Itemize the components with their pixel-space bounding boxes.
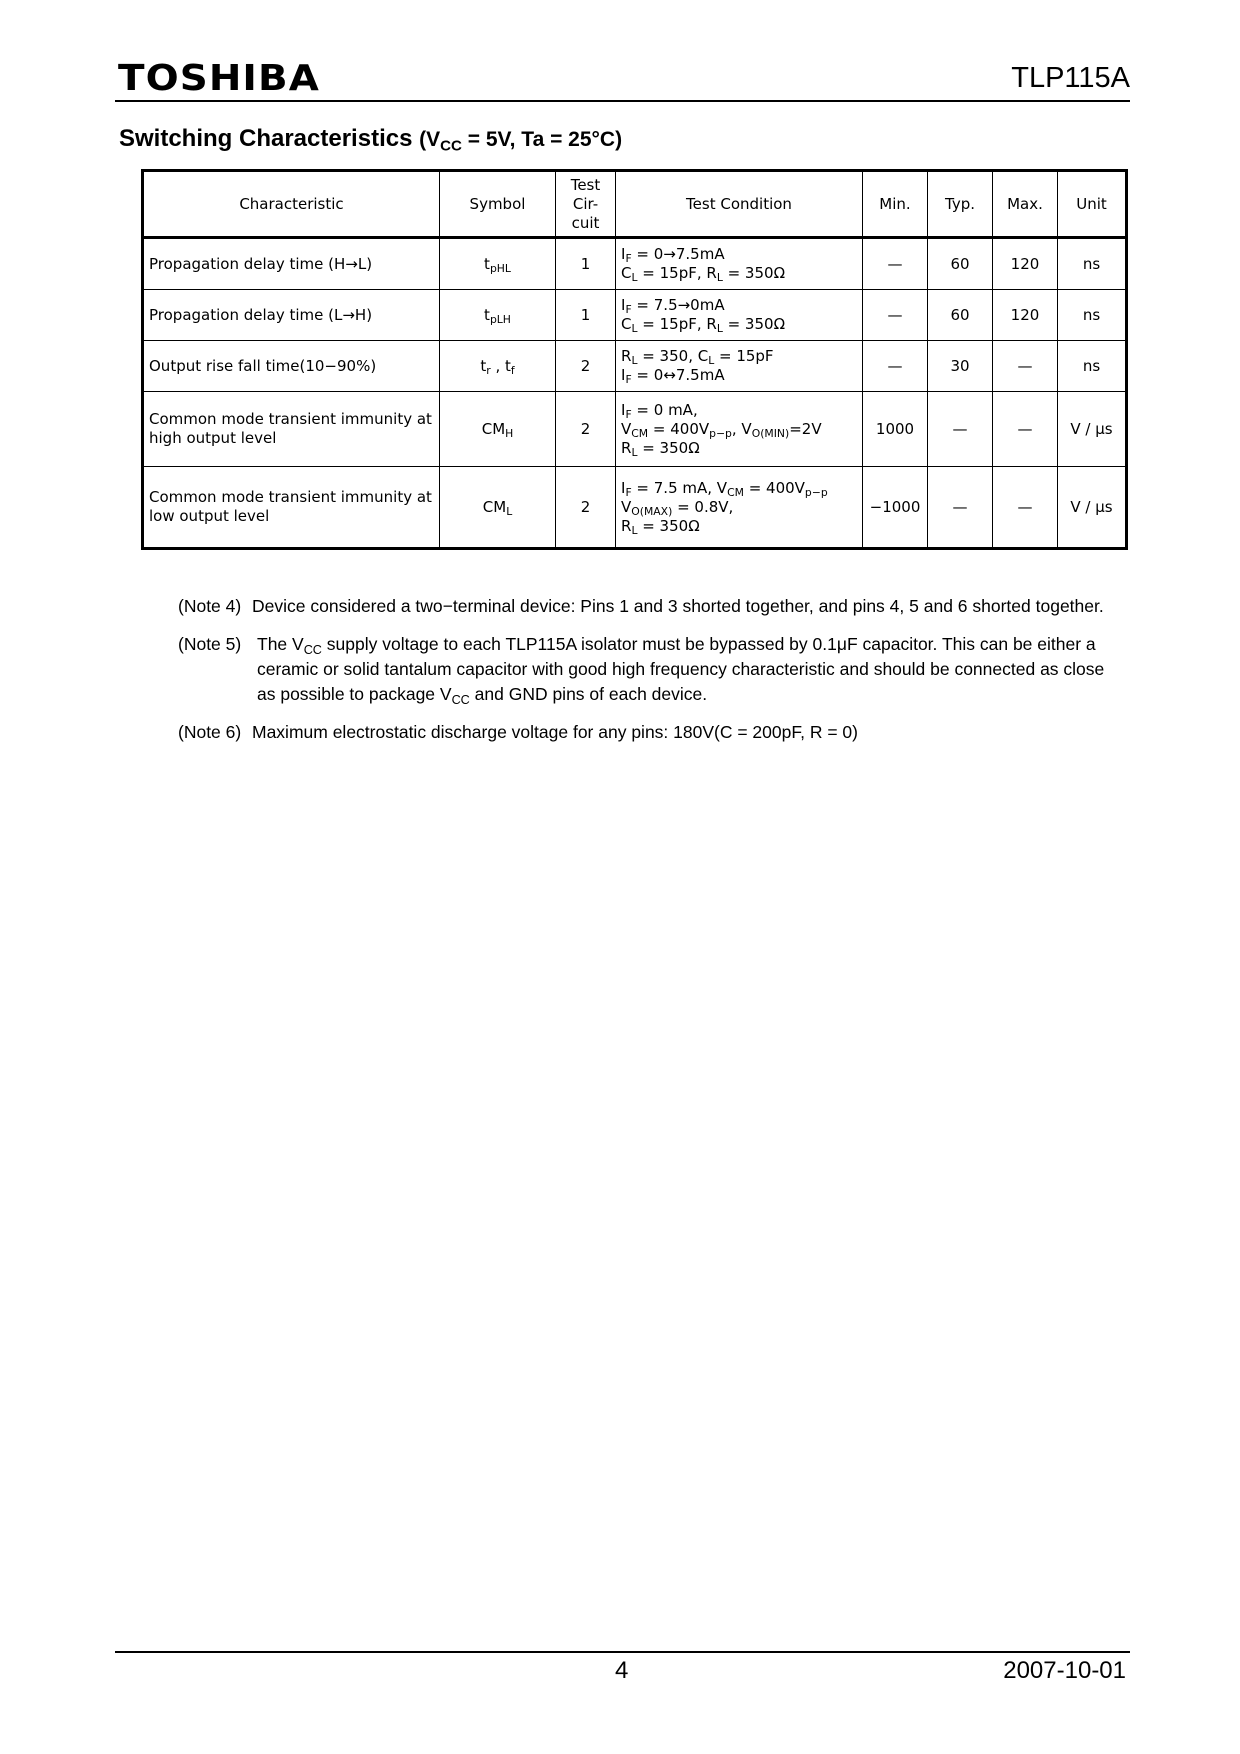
note-text: Maximum electrostatic discharge voltage for any pins: 180V(C = 200pF, R = 0) — [252, 722, 858, 742]
section-title-text: Switching Characteristics — [119, 125, 413, 152]
max-cell: 120 — [993, 238, 1058, 290]
table-row — [143, 341, 1127, 392]
characteristic-cell: Common mode transient immunity at low output level — [143, 467, 440, 549]
circuit-cell: 2 — [556, 467, 616, 549]
max-cell: — — [993, 467, 1058, 549]
typ-cell: 30 — [928, 341, 993, 392]
unit-cell: V / μs — [1058, 392, 1127, 467]
header-divider — [115, 100, 1130, 102]
switching-characteristics-table-wrap — [141, 169, 1125, 550]
circuit-cell: 1 — [556, 238, 616, 290]
note-tag: (Note 6) — [178, 722, 242, 742]
max-cell: 120 — [993, 290, 1058, 341]
typ-cell: 60 — [928, 238, 993, 290]
section-title — [119, 125, 622, 153]
condition-cell: $I_F = 7.5\to 0mA$ $C_L = 15pF$, $R_L = 350\Omega$ — [616, 290, 863, 341]
circuit-cell: 2 — [556, 341, 616, 392]
condition-cell: $I_F = 0$ mA, $V_{CM} = 400V_{p-p}$, $V_{O(MIN)}=2V$ $R_L = 350\Omega$ — [616, 392, 863, 467]
note-text: The $V_{CC}$ supply voltage to each TLP115A isolator must be bypassed by 0.1μF capacitor. This can be either a ceramic or solid tantalum capacitor with good high frequency characteristic and should be connected as close as possible to package $V_{CC}$ and GND pins of each device. — [257, 634, 1105, 707]
header-min: Min. — [863, 171, 928, 238]
condition-cell: $R_L = 350$, $C_L = 15pF$ $I_F$ = 0↔7.5mA — [616, 341, 863, 392]
symbol-cell: $CM_L$ — [440, 467, 556, 549]
symbol-cell: $t_r$ , $t_f$ — [440, 341, 556, 392]
min-cell: 1000 — [863, 392, 928, 467]
symbol-cell: $CM_H$ — [440, 392, 556, 467]
unit-cell: ns — [1058, 341, 1127, 392]
unit-cell: V / μs — [1058, 467, 1127, 549]
characteristic-cell: Propagation delay time (L→H) — [143, 290, 440, 341]
max-cell: — — [993, 392, 1058, 467]
page-number: 4 — [615, 1657, 629, 1684]
note-4 — [178, 594, 1108, 619]
characteristic-cell: Output rise fall time(10−90%) — [143, 341, 440, 392]
note-5 — [178, 632, 1108, 707]
table-row — [143, 467, 1127, 549]
circuit-cell: 2 — [556, 392, 616, 467]
header-characteristic: Characteristic — [143, 171, 440, 238]
min-cell: — — [863, 290, 928, 341]
symbol-cell: $t_{pLH}$ — [440, 290, 556, 341]
unit-cell: ns — [1058, 238, 1127, 290]
note-6 — [178, 720, 1108, 745]
condition-cell: $I_F = 0\to 7.5mA$ $C_L = 15pF$, $R_L = 350\Omega$ — [616, 238, 863, 290]
toshiba-logo: TOSHIBA — [118, 58, 320, 99]
header-typ: Typ. — [928, 171, 993, 238]
condition-cell: $I_F = 7.5$ mA, $V_{CM} = 400V_{p-p}$ $V_{O(MAX)} = 0.8V$, $R_L = 350\Omega$ — [616, 467, 863, 549]
part-number: TLP115A — [1011, 62, 1130, 94]
note-tag: (Note 5) — [178, 634, 242, 654]
min-cell: — — [863, 238, 928, 290]
header-symbol: Symbol — [440, 171, 556, 238]
document-date: 2007-10-01 — [1003, 1657, 1126, 1684]
min-cell: −1000 — [863, 467, 928, 549]
symbol-cell: $t_{pHL}$ — [440, 238, 556, 290]
header-unit: Unit — [1058, 171, 1127, 238]
typ-cell: — — [928, 392, 993, 467]
typ-cell: 60 — [928, 290, 993, 341]
header-test-circuit: Test Cir- cuit — [556, 171, 616, 238]
max-cell: — — [993, 341, 1058, 392]
table-header-row — [143, 171, 1127, 238]
min-cell: — — [863, 341, 928, 392]
table-row — [143, 392, 1127, 467]
table-row — [143, 238, 1127, 290]
notes-section — [178, 594, 1108, 758]
header-test-condition: Test Condition — [616, 171, 863, 238]
header-max: Max. — [993, 171, 1058, 238]
note-text: Device considered a two−terminal device: Pins 1 and 3 shorted together, and pins 4, 5 and 6 shorted together. — [252, 596, 1104, 616]
unit-cell: ns — [1058, 290, 1127, 341]
characteristic-cell: Propagation delay time (H→L) — [143, 238, 440, 290]
switching-characteristics-table — [141, 169, 1128, 550]
note-tag: (Note 4) — [178, 596, 242, 616]
table-row — [143, 290, 1127, 341]
section-condition: ($V_{CC} = 5V$, Ta = 25°C) — [419, 128, 623, 155]
circuit-cell: 1 — [556, 290, 616, 341]
characteristic-cell: Common mode transient immunity at high output level — [143, 392, 440, 467]
typ-cell: — — [928, 467, 993, 549]
footer-divider — [115, 1651, 1130, 1653]
